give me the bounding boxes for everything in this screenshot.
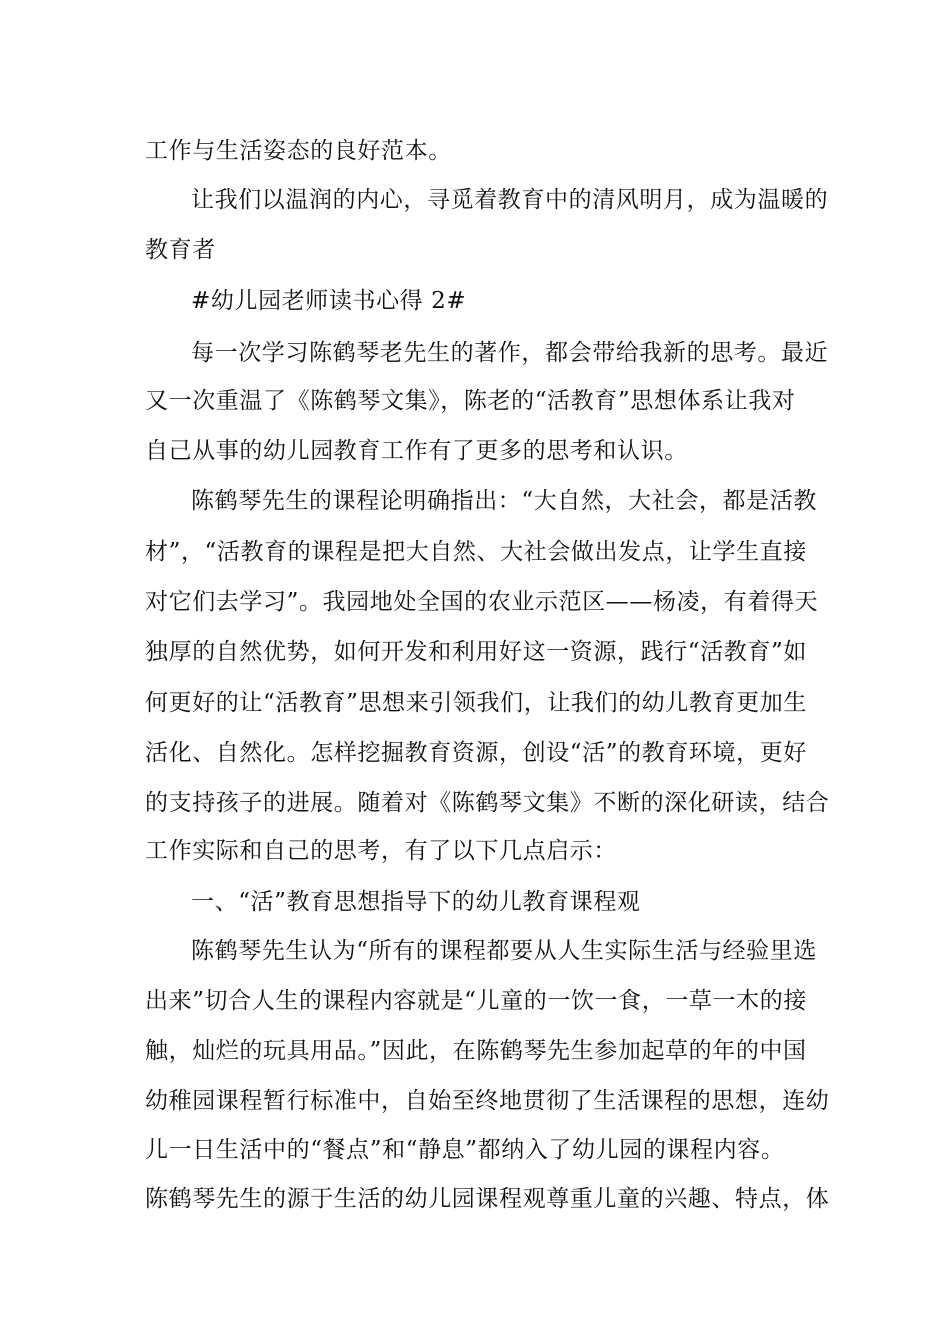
paragraph-start: 陈鹤琴先生认为“所有的课程都要从人生实际生活与经验里选 [191, 938, 817, 964]
text-line: 工作与生活姿态的良好范本。 [145, 138, 452, 164]
text-line: 又一次重温了《陈鹤琴文集》，陈老的“活教育”思想体系让我对 [145, 388, 796, 414]
text-line: 的支持孩子的进展。随着对《陈鹤琴文集》不断的深化研读，结合 [145, 790, 830, 816]
text-line: 触，灿烂的玩具用品。”因此，在陈鹤琴先生参加起草的年的中国 [145, 1038, 807, 1064]
text-line: 儿一日生活中的“餐点”和“静息”都纳入了幼儿园的课程内容。 [145, 1137, 785, 1163]
text-line: 幼稚园课程暂行标准中，自始至终地贯彻了生活课程的思想，连幼 [145, 1088, 830, 1114]
subsection-heading: 一、“活”教育思想指导下的幼儿教育课程观 [191, 889, 641, 915]
text-line: 教育者 [145, 237, 216, 263]
text-line: 独厚的自然优势，如何开发和利用好这一资源，践行“活教育”如 [145, 639, 807, 665]
text-line: 出来”切合人生的课程内容就是“儿童的一饮一食，一草一木的接 [145, 988, 807, 1014]
section-heading: #幼儿园老师读书心得 2# [191, 288, 467, 314]
text-line: 材”，“活教育的课程是把大自然、大社会做出发点，让学生直接 [145, 539, 807, 565]
paragraph-start: 每一次学习陈鹤琴老先生的著作，都会带给我新的思考。最近 [191, 340, 829, 366]
text-line: 自己从事的幼儿园教育工作有了更多的思考和认识。 [145, 438, 688, 464]
text-line: 工作实际和自己的思考，有了以下几点启示： [145, 838, 617, 864]
text-line: 何更好的让“活教育”思想来引领我们，让我们的幼儿教育更加生 [145, 690, 807, 716]
text-line: 陈鹤琴先生的源于生活的幼儿园课程观尊重儿童的兴趣、特点，体 [145, 1186, 830, 1212]
paragraph-start: 陈鹤琴先生的课程论明确指出：“大自然，大社会，都是活教 [191, 488, 817, 514]
text-line: 对它们去学习”。我园地处全国的农业示范区——杨凌，有着得天 [145, 589, 819, 615]
text-line: 活化、自然化。怎样挖掘教育资源，创设“活”的教育环境，更好 [145, 740, 807, 766]
paragraph-start: 让我们以温润的内心，寻觅着教育中的清风明月，成为温暖的 [191, 187, 829, 213]
